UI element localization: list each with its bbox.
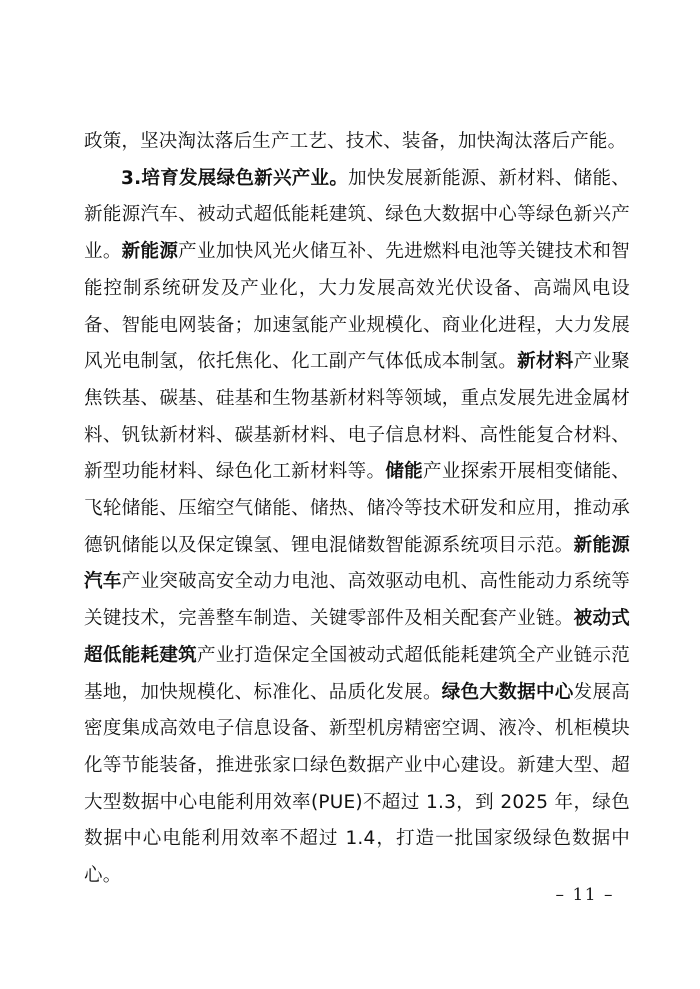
page-number: – 11 –	[555, 885, 614, 905]
body-text	[84, 124, 630, 895]
text-segment: 发展高密度集成高效电子信息设备、新型机房精密空调、液冷、机柜模块化等节能装备，推进张家口绿色数据产业中心建设。新建大型、超大型数据中心电能利用效率(PUE)不超过 1.3，到 2025 年，绿色数据中心电能利用效率不超过 1.4，打造一批国家级绿色数据中心。	[84, 681, 630, 887]
paragraph-section-3	[84, 161, 630, 895]
emphasis-segment: 3.培育发展绿色新兴产业。	[121, 167, 349, 189]
emphasis-segment: 新能源	[121, 241, 179, 263]
emphasis-segment: 储能	[385, 461, 423, 483]
text-segment: 产业聚焦铁基、碳基、硅基和生物基新材料等领域，重点发展先进金属材料、钒钛新材料、碳基新材料、电子信息材料、高性能复合材料、新型功能材料、绿色化工新材料等。	[84, 351, 630, 483]
emphasis-segment: 新能源汽车	[84, 534, 631, 593]
text-segment: 政策，坚决淘汰落后生产工艺、技术、装备，加快淘汰落后产能。	[84, 131, 627, 152]
text-segment: 产业打造保定全国被动式超低能耗建筑全产业链示范基地，加快规模化、标准化、品质化发展。	[84, 644, 630, 703]
emphasis-segment: 被动式超低能耗建筑	[84, 608, 631, 666]
text-segment: 产业突破高安全动力电池、高效驱动电机、高性能动力系统等关键技术，完善整车制造、关键零部件及相关配套产业链。	[84, 571, 630, 630]
text-segment: 产业探索开展相变储能、飞轮储能、压缩空气储能、储热、储冷等技术研发和应用，推动承德钒储能以及保定镍氢、锂电混储数智能源系统项目示范。	[84, 461, 631, 556]
paragraph-continuation	[84, 124, 630, 161]
text-segment: 加快发展新能源、新材料、储能、新能源汽车、被动式超低能耗建筑、绿色大数据中心等绿色新兴产业。	[84, 167, 630, 263]
emphasis-segment: 新材料	[517, 351, 574, 373]
text-segment: 产业加快风光火储互补、先进燃料电池等关键技术和智能控制系统研发及产业化，大力发展高效光伏设备、高端风电设备、智能电网装备；加速氢能产业规模化、商业化进程，大力发展风光电制氢，依托焦化、化工副产气体低成本制氢。	[84, 241, 630, 373]
emphasis-segment: 绿色大数据中心	[441, 681, 574, 703]
